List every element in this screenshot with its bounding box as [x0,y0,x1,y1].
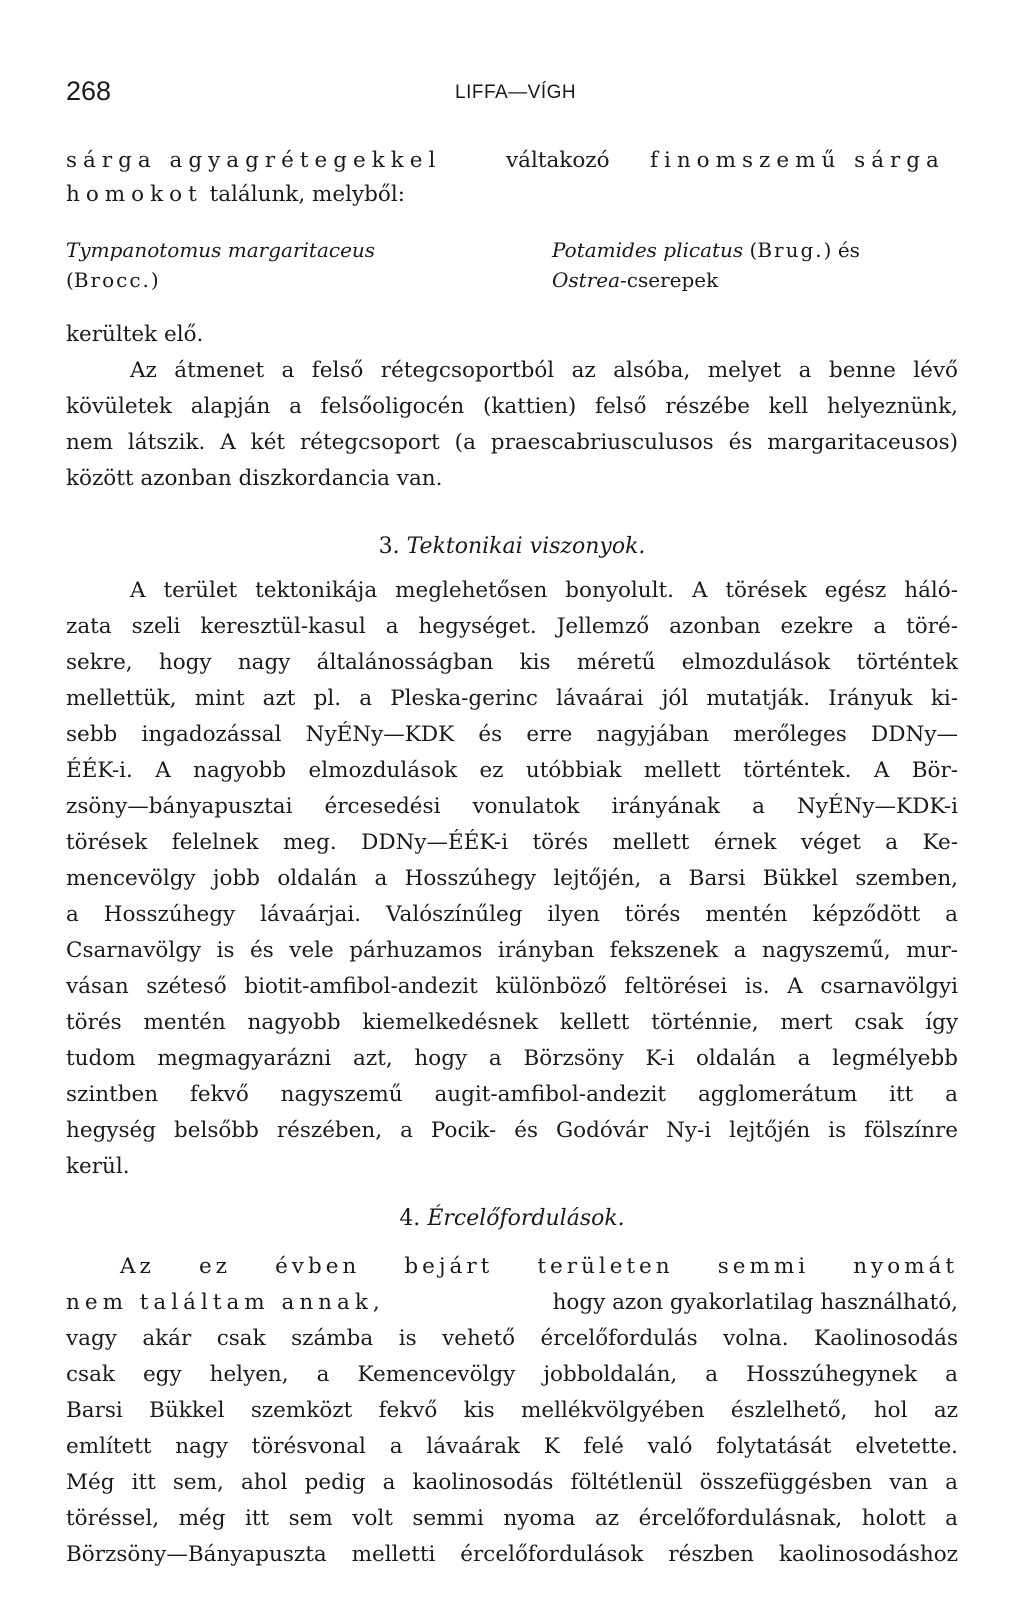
para2-line: sekre, hogy nagy általánosságban kis méretű elmozdulások történtek [66,650,958,675]
para2-line: ÉÉK-i. A nagyobb elmozdulások ez utóbbiak mellett történtek. A Bör- [66,758,958,783]
para2-line: zata szeli keresztül-kasul a hegységet. Jellemző azonban ezekre a töré- [66,614,958,639]
para3-line: csak egy helyen, a Kemencevölgy jobboldalán, a Hosszúhegynek a [66,1362,958,1387]
para2-line: A terület tektonikája meglehetősen bonyolult. A törések egész háló- [130,578,958,603]
section-4-title: Ércelőfordulások. [427,1206,625,1231]
fossil-right-author: Brug. [757,238,824,262]
intro-text-2: találunk, melyből: [209,182,405,207]
para3-line: Még itt sem, ahol pedig a kaolinosodás föltétlenül összefüggésben van a [66,1470,958,1495]
intro-text-1: váltakozó [506,148,610,173]
fossil-right-2-rest: -cserepek [620,268,719,292]
fossil-right-and: és [837,238,860,262]
para2-line: Csarnavölgy is és vele párhuzamos irányban fekszenek a nagyszemű, mur- [66,938,958,963]
para2-line: zsöny—bányapusztai ércesedési vonulatok irányának a NyÉNy—KDK-i [66,794,958,819]
para2-line: törés mentén nagyobb kiemelkedésnek kellett történnie, mert csak így [66,1010,958,1035]
para3-line: töréssel, még itt sem volt semmi nyoma az ércelőfordulásnak, holott a [66,1506,958,1531]
fossil-right-2-genus: Ostrea [552,268,621,292]
section-3-heading [0,534,1024,559]
para2-line: mencevölgy jobb oldalán a Hosszúhegy lejtőjén, a Barsi Bükkel szemben, [66,866,958,891]
para2-line: sebb ingadozással NyÉNy—KDK és erre nagyjában merőleges DDNy— [66,722,958,747]
intro-line-1 [66,146,958,176]
fossil-left-1: Tympanotomus margaritaceus [66,238,376,262]
para3-line: említett nagy törésvonal a lávaárak K felé való folytatását elvetette. [66,1434,958,1459]
page-number: 268 [66,76,112,106]
para3-line-2 [66,1288,958,1318]
intro-line-2 [66,180,958,210]
para1-line-1: kerültek elő. [66,322,204,347]
para3-text-b: hogy azon gyakorlatilag használható, [552,1290,958,1315]
para2-line: törések felelnek meg. DDNy—ÉÉK-i törés mellett érnek véget a Ke- [66,830,958,855]
intro-spaced-2: finomszemű sárga [650,148,945,173]
para1-line-5: között azonban diszkordancia van. [66,466,443,491]
para3-spaced-b: nem találtam annak, [66,1290,385,1315]
para3-line: Börzsöny—Bányapuszta melletti ércelőfordulások részben kaolinosodáshoz [66,1542,958,1567]
para2-line: mellettük, mint azt pl. a Pleska-gerinc lávaárai jól mutatják. Irányuk ki- [66,686,958,711]
fossil-left-author: Brocc. [73,268,151,292]
para1-line-3: kövületek alapján a felsőoligocén (kattien) felső részébe kell helyeznünk, [66,394,958,419]
fossil-right-genus: Potamides plicatus [552,238,744,262]
section-4-heading [0,1206,1024,1231]
para2-line: tudom megmagyarázni azt, hogy a Börzsöny K-i oldalán a legmélyebb [66,1046,958,1071]
para1-line-4: nem látszik. A két rétegcsoport (a praescabriusculusos és margaritaceusos) [66,430,958,455]
running-head: LIFFA—VÍGH [455,82,577,103]
intro-spaced-1: sárga agyagrétegekkel [66,148,442,173]
section-3-title: Tektonikai viszonyok. [406,534,646,559]
fossil-right-1: Potamides plicatus (Brug.) és [552,238,860,262]
section-3-number: 3. [378,534,400,559]
para3-spaced-line-1: Az ez évben bejárt területen semmi nyomát [120,1254,958,1279]
intro-spaced-3: homokot [66,182,203,207]
para1-line-2: Az átmenet a felső rétegcsoportból az alsóba, melyet a benne lévő [130,358,958,383]
para2-line: szintben fekvő nagyszemű augit-amfibol-andezit agglomerátum itt a [66,1082,958,1107]
para3-line: Barsi Bükkel szemközt fekvő kis mellékvölgyében észlelhető, hol az [66,1398,958,1423]
para2-line: kerül. [66,1154,130,1179]
para2-line: a Hosszúhegy lávaárjai. Valószínűleg ilyen törés mentén képződött a [66,902,958,927]
fossil-left-2: (Brocc.) [66,268,159,292]
section-4-number: 4. [399,1206,421,1231]
para2-line: vásan széteső biotit-amfibol-andezit különböző feltörései is. A csarnavölgyi [66,974,958,999]
para2-line: hegység belsőbb részében, a Pocik- és Godóvár Ny-i lejtőjén is fölszínre [66,1118,958,1143]
para3-line: vagy akár csak számba is vehető ércelőfordulás volna. Kaolinosodás [66,1326,958,1351]
fossil-right-2 [552,268,718,292]
